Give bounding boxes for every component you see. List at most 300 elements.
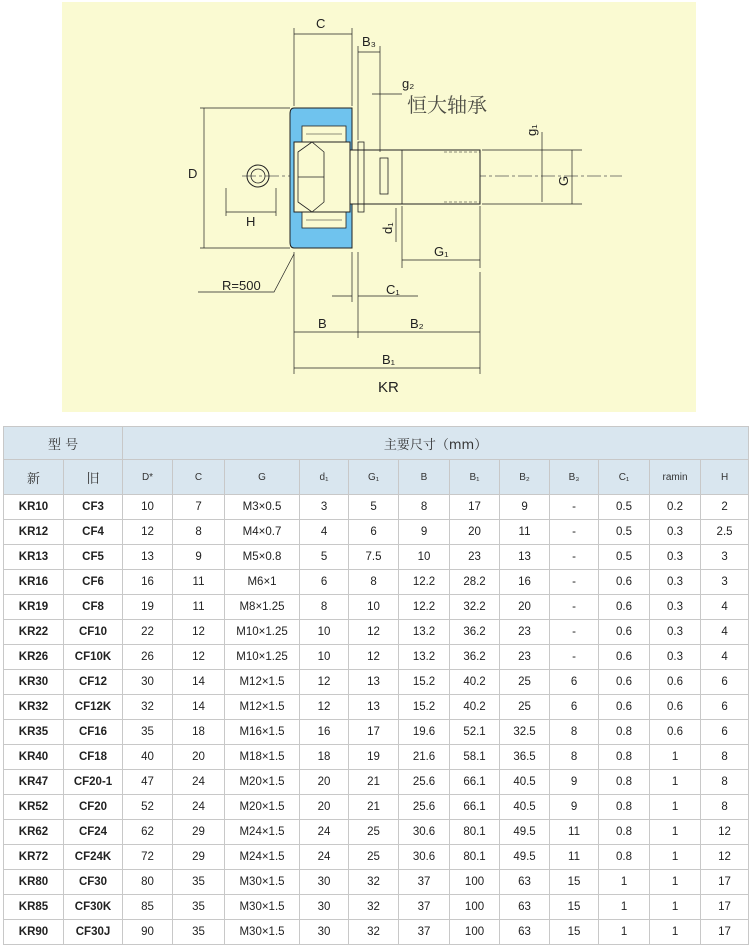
drawing-model-label: KR: [378, 379, 399, 396]
value-cell: 10: [349, 595, 399, 620]
value-cell: 13: [123, 545, 173, 570]
value-cell: 1: [650, 745, 701, 770]
value-cell: 12: [701, 845, 749, 870]
value-cell: M18×1.5: [225, 745, 300, 770]
old-code-cell: CF5: [64, 545, 123, 570]
value-cell: 32.5: [500, 720, 550, 745]
value-cell: 32: [349, 895, 399, 920]
value-cell: 15: [550, 870, 599, 895]
value-cell: M20×1.5: [225, 795, 300, 820]
value-cell: 7.5: [349, 545, 399, 570]
value-cell: 63: [500, 870, 550, 895]
value-cell: 14: [173, 670, 225, 695]
value-cell: 80.1: [450, 820, 500, 845]
dim-label-C: C: [316, 16, 326, 31]
column-header: C₁: [599, 460, 650, 495]
value-cell: 13: [500, 545, 550, 570]
dim-label-B3: B₃: [362, 34, 376, 49]
value-cell: 12.2: [399, 570, 450, 595]
value-cell: 32.2: [450, 595, 500, 620]
value-cell: -: [550, 570, 599, 595]
value-cell: 4: [701, 595, 749, 620]
value-cell: 5: [349, 495, 399, 520]
value-cell: 0.3: [650, 645, 701, 670]
value-cell: 17: [701, 895, 749, 920]
value-cell: 6: [349, 520, 399, 545]
value-cell: 20: [300, 795, 349, 820]
column-header: B₂: [500, 460, 550, 495]
value-cell: 80: [123, 870, 173, 895]
value-cell: 10: [300, 645, 349, 670]
value-cell: 12: [300, 670, 349, 695]
old-code-cell: CF30: [64, 870, 123, 895]
new-code-cell: KR32: [4, 695, 64, 720]
value-cell: 12: [173, 645, 225, 670]
value-cell: 52.1: [450, 720, 500, 745]
value-cell: 15: [550, 920, 599, 945]
new-code-cell: KR72: [4, 845, 64, 870]
new-code-cell: KR62: [4, 820, 64, 845]
value-cell: 12: [123, 520, 173, 545]
value-cell: 12: [701, 820, 749, 845]
table-group-header-row: [4, 427, 749, 460]
value-cell: 0.6: [599, 670, 650, 695]
value-cell: 28.2: [450, 570, 500, 595]
old-code-cell: CF30J: [64, 920, 123, 945]
value-cell: 10: [300, 620, 349, 645]
value-cell: 17: [701, 920, 749, 945]
value-cell: 49.5: [500, 845, 550, 870]
new-code-cell: KR26: [4, 645, 64, 670]
old-code-cell: CF30K: [64, 895, 123, 920]
table-row: [4, 720, 749, 745]
value-cell: 29: [173, 845, 225, 870]
value-cell: 11: [500, 520, 550, 545]
value-cell: 22: [123, 620, 173, 645]
value-cell: 0.6: [650, 695, 701, 720]
value-cell: 25: [500, 695, 550, 720]
value-cell: 100: [450, 920, 500, 945]
table-row: [4, 645, 749, 670]
value-cell: 12: [300, 695, 349, 720]
value-cell: 19: [349, 745, 399, 770]
value-cell: 6: [701, 670, 749, 695]
table-row: [4, 795, 749, 820]
new-code-cell: KR22: [4, 620, 64, 645]
value-cell: 47: [123, 770, 173, 795]
table-row: [4, 870, 749, 895]
value-cell: 11: [173, 595, 225, 620]
value-cell: 0.6: [599, 645, 650, 670]
value-cell: 35: [123, 720, 173, 745]
value-cell: 40: [123, 745, 173, 770]
value-cell: 80.1: [450, 845, 500, 870]
value-cell: 0.8: [599, 770, 650, 795]
new-code-cell: KR80: [4, 870, 64, 895]
value-cell: 11: [550, 820, 599, 845]
value-cell: 0.8: [599, 795, 650, 820]
value-cell: 12.2: [399, 595, 450, 620]
value-cell: 16: [123, 570, 173, 595]
value-cell: 36.2: [450, 645, 500, 670]
new-code-cell: KR90: [4, 920, 64, 945]
table-row: [4, 820, 749, 845]
value-cell: 30.6: [399, 820, 450, 845]
value-cell: 25.6: [399, 770, 450, 795]
value-cell: 8: [701, 770, 749, 795]
value-cell: 13: [349, 670, 399, 695]
value-cell: 2: [701, 495, 749, 520]
value-cell: 18: [173, 720, 225, 745]
new-code-cell: KR19: [4, 595, 64, 620]
technical-drawing-panel: [62, 2, 696, 412]
column-header: d₁: [300, 460, 349, 495]
value-cell: 13.2: [399, 645, 450, 670]
value-cell: -: [550, 645, 599, 670]
value-cell: 1: [599, 920, 650, 945]
old-code-cell: CF16: [64, 720, 123, 745]
table-row: [4, 570, 749, 595]
header-old-code: 旧: [64, 460, 123, 495]
table-row: [4, 695, 749, 720]
value-cell: 5: [300, 545, 349, 570]
table-row: [4, 545, 749, 570]
value-cell: -: [550, 520, 599, 545]
value-cell: 40.2: [450, 695, 500, 720]
old-code-cell: CF18: [64, 745, 123, 770]
value-cell: 52: [123, 795, 173, 820]
table-row: [4, 620, 749, 645]
value-cell: 63: [500, 920, 550, 945]
old-code-cell: CF6: [64, 570, 123, 595]
table-row: [4, 895, 749, 920]
value-cell: M12×1.5: [225, 695, 300, 720]
value-cell: 0.3: [650, 520, 701, 545]
value-cell: 1: [650, 820, 701, 845]
column-header: B₁: [450, 460, 500, 495]
value-cell: 0.3: [650, 620, 701, 645]
value-cell: M12×1.5: [225, 670, 300, 695]
value-cell: 21: [349, 770, 399, 795]
drawing-watermark: 恒大轴承: [407, 95, 487, 117]
value-cell: 21.6: [399, 745, 450, 770]
value-cell: 100: [450, 870, 500, 895]
value-cell: 12: [173, 620, 225, 645]
column-header: ramin: [650, 460, 701, 495]
value-cell: 4: [701, 645, 749, 670]
value-cell: 7: [173, 495, 225, 520]
value-cell: 32: [349, 870, 399, 895]
cam-follower-drawing: [62, 2, 696, 412]
dim-label-C1: C₁: [386, 282, 400, 297]
value-cell: 8: [349, 570, 399, 595]
value-cell: 11: [550, 845, 599, 870]
value-cell: 16: [500, 570, 550, 595]
value-cell: 0.6: [650, 720, 701, 745]
value-cell: 8: [550, 720, 599, 745]
new-code-cell: KR13: [4, 545, 64, 570]
value-cell: M24×1.5: [225, 820, 300, 845]
value-cell: 30: [300, 870, 349, 895]
column-header: G: [225, 460, 300, 495]
old-code-cell: CF10K: [64, 645, 123, 670]
value-cell: 2.5: [701, 520, 749, 545]
value-cell: 0.5: [599, 520, 650, 545]
new-code-cell: KR35: [4, 720, 64, 745]
value-cell: 49.5: [500, 820, 550, 845]
table-row: [4, 745, 749, 770]
old-code-cell: CF24: [64, 820, 123, 845]
header-new-code: 新: [4, 460, 64, 495]
value-cell: 17: [349, 720, 399, 745]
value-cell: 18: [300, 745, 349, 770]
value-cell: 40.2: [450, 670, 500, 695]
value-cell: 36.2: [450, 620, 500, 645]
new-code-cell: KR52: [4, 795, 64, 820]
old-code-cell: CF8: [64, 595, 123, 620]
value-cell: 4: [701, 620, 749, 645]
new-code-cell: KR30: [4, 670, 64, 695]
value-cell: 90: [123, 920, 173, 945]
stud-shaft: [350, 150, 480, 204]
value-cell: 1: [599, 870, 650, 895]
value-cell: 63: [500, 895, 550, 920]
value-cell: M30×1.5: [225, 870, 300, 895]
value-cell: 13.2: [399, 620, 450, 645]
value-cell: 1: [650, 795, 701, 820]
value-cell: 25: [500, 670, 550, 695]
table-row: [4, 670, 749, 695]
value-cell: 37: [399, 870, 450, 895]
value-cell: 0.3: [650, 545, 701, 570]
value-cell: 85: [123, 895, 173, 920]
old-code-cell: CF3: [64, 495, 123, 520]
value-cell: 23: [500, 645, 550, 670]
value-cell: 10: [399, 545, 450, 570]
value-cell: 10: [123, 495, 173, 520]
new-code-cell: KR40: [4, 745, 64, 770]
value-cell: 66.1: [450, 795, 500, 820]
column-header: B₃: [550, 460, 599, 495]
value-cell: 25: [349, 845, 399, 870]
value-cell: 19.6: [399, 720, 450, 745]
new-code-cell: KR12: [4, 520, 64, 545]
value-cell: 0.5: [599, 545, 650, 570]
value-cell: 35: [173, 895, 225, 920]
specification-table: [3, 426, 749, 945]
table-row: [4, 495, 749, 520]
table-row: [4, 770, 749, 795]
value-cell: 9: [399, 520, 450, 545]
value-cell: M10×1.25: [225, 620, 300, 645]
value-cell: 23: [450, 545, 500, 570]
column-header: G₁: [349, 460, 399, 495]
table-row: [4, 920, 749, 945]
value-cell: 21: [349, 795, 399, 820]
value-cell: 6: [701, 695, 749, 720]
value-cell: 15: [550, 895, 599, 920]
value-cell: 1: [650, 845, 701, 870]
header-main-dimensions: 主要尺寸（mm）: [123, 427, 749, 460]
value-cell: 6: [550, 670, 599, 695]
value-cell: M5×0.8: [225, 545, 300, 570]
value-cell: 0.8: [599, 845, 650, 870]
value-cell: 14: [173, 695, 225, 720]
column-header: C: [173, 460, 225, 495]
value-cell: 17: [450, 495, 500, 520]
value-cell: 40.5: [500, 770, 550, 795]
dim-label-g2: g₂: [402, 76, 415, 91]
value-cell: M3×0.5: [225, 495, 300, 520]
value-cell: 0.6: [650, 670, 701, 695]
value-cell: 0.5: [599, 495, 650, 520]
dim-label-g1: g₁: [524, 124, 539, 136]
value-cell: 0.6: [599, 570, 650, 595]
old-code-cell: CF4: [64, 520, 123, 545]
header-model: 型 号: [4, 427, 123, 460]
value-cell: 6: [701, 720, 749, 745]
value-cell: 37: [399, 920, 450, 945]
value-cell: 8: [399, 495, 450, 520]
value-cell: 30: [300, 920, 349, 945]
value-cell: 4: [300, 520, 349, 545]
value-cell: 8: [173, 520, 225, 545]
value-cell: 3: [701, 570, 749, 595]
table-row: [4, 845, 749, 870]
value-cell: 0.8: [599, 820, 650, 845]
value-cell: -: [550, 545, 599, 570]
new-code-cell: KR16: [4, 570, 64, 595]
value-cell: 0.6: [599, 620, 650, 645]
value-cell: 8: [550, 745, 599, 770]
value-cell: 9: [550, 770, 599, 795]
dim-label-B2: B₂: [410, 316, 424, 331]
column-header: B: [399, 460, 450, 495]
value-cell: 32: [349, 920, 399, 945]
value-cell: 6: [300, 570, 349, 595]
value-cell: 15.2: [399, 670, 450, 695]
value-cell: 62: [123, 820, 173, 845]
value-cell: M30×1.5: [225, 895, 300, 920]
value-cell: 24: [173, 770, 225, 795]
value-cell: 12: [349, 620, 399, 645]
old-code-cell: CF20: [64, 795, 123, 820]
old-code-cell: CF24K: [64, 845, 123, 870]
value-cell: 17: [701, 870, 749, 895]
dim-label-B1: B₁: [382, 352, 396, 367]
value-cell: M10×1.25: [225, 645, 300, 670]
value-cell: 20: [173, 745, 225, 770]
value-cell: 13: [349, 695, 399, 720]
new-code-cell: KR85: [4, 895, 64, 920]
value-cell: M16×1.5: [225, 720, 300, 745]
value-cell: 0.2: [650, 495, 701, 520]
value-cell: 35: [173, 870, 225, 895]
value-cell: 12: [349, 645, 399, 670]
dim-label-G: G: [556, 175, 571, 186]
value-cell: 0.3: [650, 570, 701, 595]
value-cell: M4×0.7: [225, 520, 300, 545]
value-cell: 58.1: [450, 745, 500, 770]
value-cell: 0.8: [599, 720, 650, 745]
value-cell: 100: [450, 895, 500, 920]
value-cell: 0.6: [599, 595, 650, 620]
value-cell: 36.5: [500, 745, 550, 770]
value-cell: 1: [650, 895, 701, 920]
value-cell: 1: [599, 895, 650, 920]
value-cell: M6×1: [225, 570, 300, 595]
value-cell: M30×1.5: [225, 920, 300, 945]
value-cell: 30: [123, 670, 173, 695]
value-cell: 40.5: [500, 795, 550, 820]
value-cell: 0.6: [599, 695, 650, 720]
value-cell: M8×1.25: [225, 595, 300, 620]
value-cell: 20: [500, 595, 550, 620]
dim-label-R: R=500: [222, 278, 261, 293]
value-cell: 8: [701, 745, 749, 770]
value-cell: 11: [173, 570, 225, 595]
value-cell: 15.2: [399, 695, 450, 720]
value-cell: 23: [500, 620, 550, 645]
value-cell: 37: [399, 895, 450, 920]
dim-label-B: B: [318, 316, 327, 331]
dim-label-d1: d₁: [380, 222, 395, 234]
new-code-cell: KR10: [4, 495, 64, 520]
value-cell: 0.3: [650, 595, 701, 620]
value-cell: 30: [300, 895, 349, 920]
old-code-cell: CF10: [64, 620, 123, 645]
value-cell: M20×1.5: [225, 770, 300, 795]
table-row: [4, 595, 749, 620]
value-cell: 30.6: [399, 845, 450, 870]
value-cell: 25.6: [399, 795, 450, 820]
value-cell: 35: [173, 920, 225, 945]
table-row: [4, 520, 749, 545]
column-header: D*: [123, 460, 173, 495]
value-cell: 72: [123, 845, 173, 870]
value-cell: 1: [650, 920, 701, 945]
table-column-header-row: [4, 460, 749, 495]
value-cell: 6: [550, 695, 599, 720]
value-cell: 3: [701, 545, 749, 570]
value-cell: 32: [123, 695, 173, 720]
value-cell: 9: [550, 795, 599, 820]
value-cell: 24: [300, 845, 349, 870]
value-cell: 66.1: [450, 770, 500, 795]
value-cell: 19: [123, 595, 173, 620]
value-cell: 1: [650, 870, 701, 895]
value-cell: 8: [701, 795, 749, 820]
column-header: H: [701, 460, 749, 495]
value-cell: 9: [500, 495, 550, 520]
dim-label-H: H: [246, 214, 256, 229]
value-cell: 8: [300, 595, 349, 620]
dim-label-G1: G₁: [434, 244, 449, 259]
old-code-cell: CF12K: [64, 695, 123, 720]
value-cell: -: [550, 595, 599, 620]
value-cell: 25: [349, 820, 399, 845]
value-cell: 20: [450, 520, 500, 545]
new-code-cell: KR47: [4, 770, 64, 795]
value-cell: -: [550, 620, 599, 645]
value-cell: -: [550, 495, 599, 520]
value-cell: 16: [300, 720, 349, 745]
old-code-cell: CF12: [64, 670, 123, 695]
old-code-cell: CF20-1: [64, 770, 123, 795]
dim-label-D: D: [188, 166, 198, 181]
value-cell: 26: [123, 645, 173, 670]
value-cell: 9: [173, 545, 225, 570]
